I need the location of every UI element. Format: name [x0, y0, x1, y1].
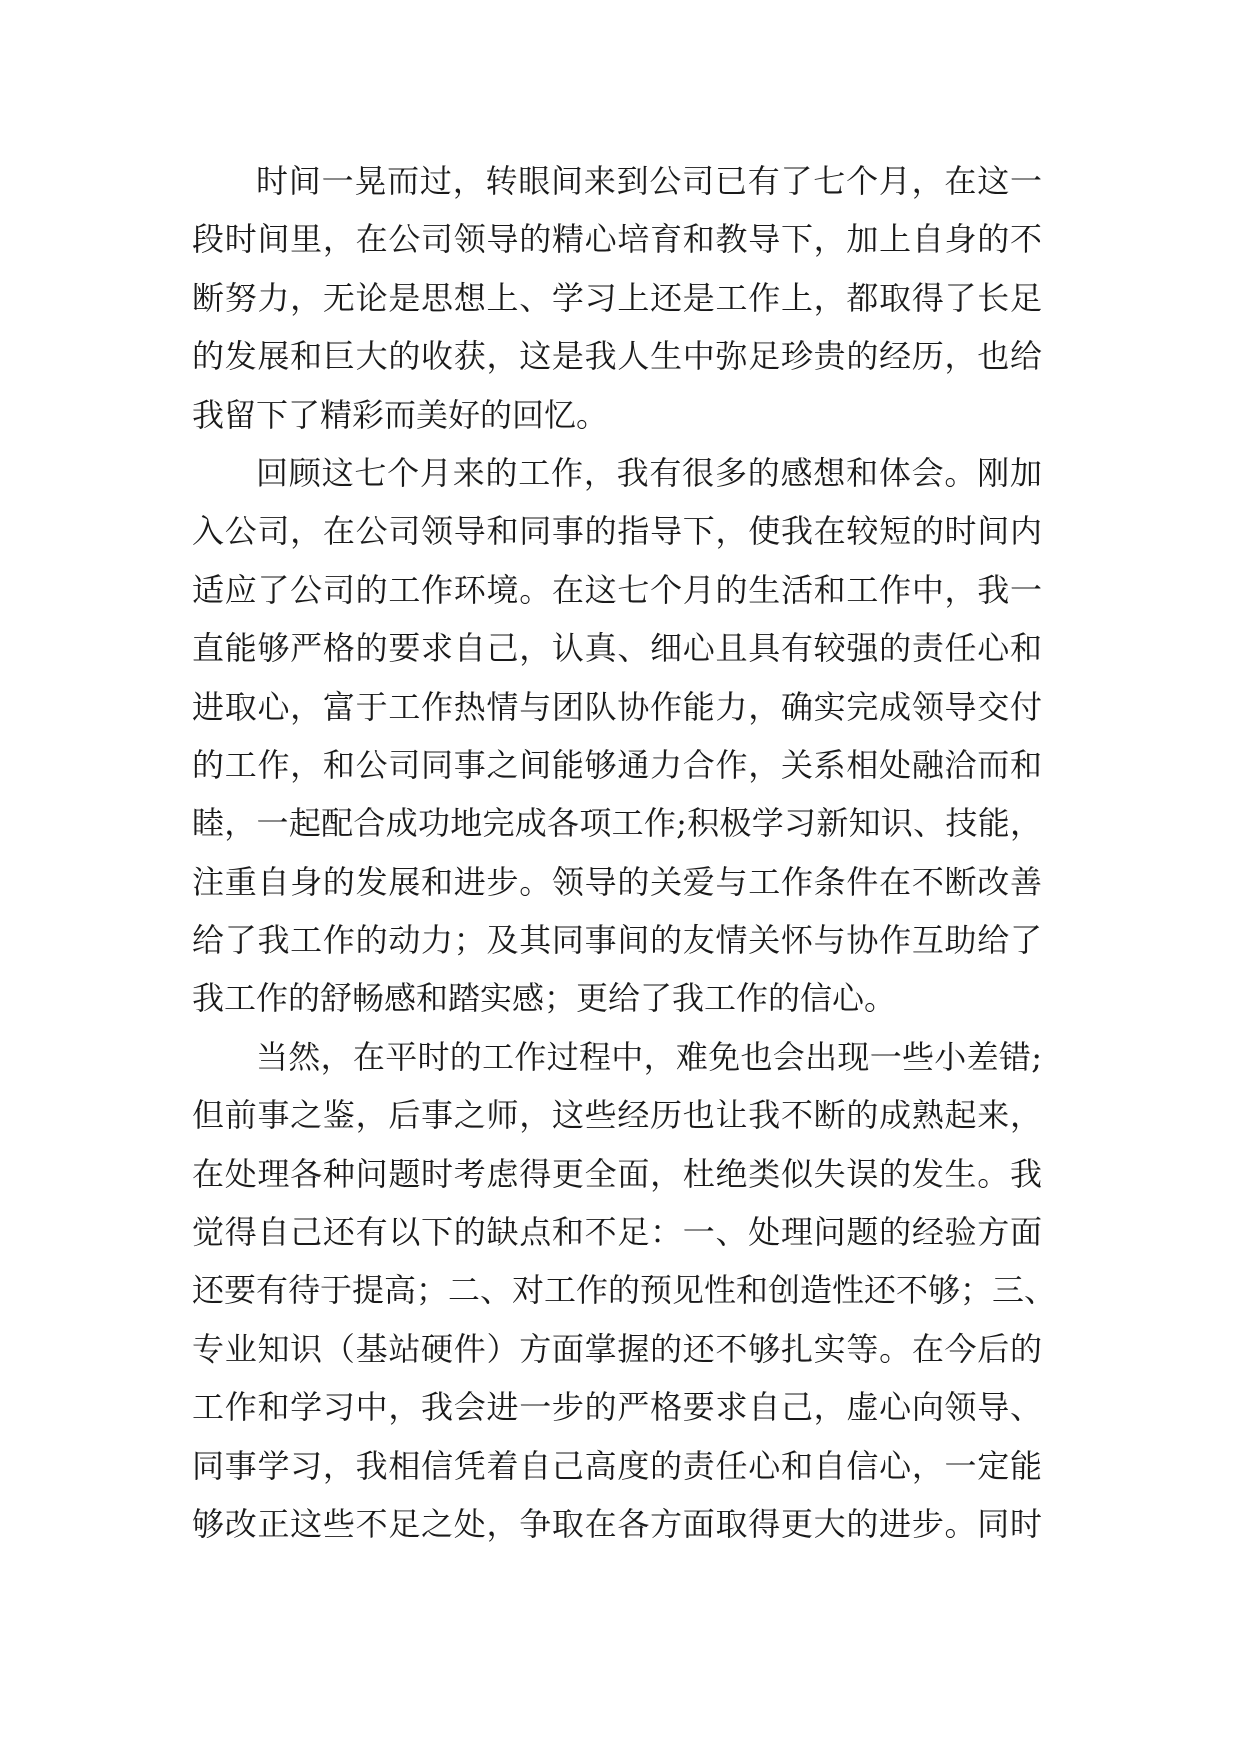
paragraph-3-line-4: 觉得自己还有以下的缺点和不足：一、处理问题的经验方面 — [192, 1213, 1042, 1252]
paragraph-3-line-2: 但前事之鉴，后事之师，这些经历也让我不断的成熟起来， — [192, 1096, 1042, 1135]
paragraph-2-line-5: 进取心，富于工作热情与团队协作能力，确实完成领导交付 — [192, 687, 1042, 726]
body-text — [192, 152, 1057, 1553]
paragraph-2-line-10: 我工作的舒畅感和踏实感；更给了我工作的信心。 — [192, 979, 897, 1018]
paragraph-3-line-9: 够改正这些不足之处，争取在各方面取得更大的进步。同时 — [192, 1504, 1042, 1543]
paragraph-2-line-6: 的工作，和公司同事之间能够通力合作，关系相处融洽而和 — [192, 745, 1042, 784]
paragraph-1-line-3: 断努力，无论是思想上、学习上还是工作上，都取得了长足 — [192, 278, 1042, 317]
paragraph-2-line-4: 直能够严格的要求自己，认真、细心且具有较强的责任心和 — [192, 629, 1042, 668]
paragraph-2-line-1: 回顾这七个月来的工作，我有很多的感想和体会。刚加 — [256, 453, 1042, 492]
paragraph-1-line-2: 段时间里，在公司领导的精心培育和教导下，加上自身的不 — [192, 220, 1042, 259]
paragraph-3-line-1: 当然，在平时的工作过程中，难免也会出现一些小差错; — [256, 1037, 1042, 1076]
paragraph-3-line-8: 同事学习，我相信凭着自己高度的责任心和自信心，一定能 — [192, 1446, 1042, 1485]
paragraph-1-line-1: 时间一晃而过，转眼间来到公司已有了七个月，在这一 — [256, 162, 1042, 200]
paragraph-1-line-5: 我留下了精彩而美好的回忆。 — [192, 395, 609, 434]
paragraph-3-line-6: 专业知识（基站硬件）方面掌握的还不够扎实等。在今后的 — [192, 1329, 1042, 1368]
paragraph-3-line-5: 还要有待于提高；二、对工作的预见性和创造性还不够；三、 — [192, 1271, 1057, 1310]
paragraph-1-line-4: 的发展和巨大的收获，这是我人生中弥足珍贵的经历，也给 — [192, 337, 1042, 376]
paragraph-2-line-8: 注重自身的发展和进步。领导的关爱与工作条件在不断改善 — [192, 862, 1042, 901]
paragraph-2-line-3: 适应了公司的工作环境。在这七个月的生活和工作中，我一 — [192, 570, 1042, 609]
paragraph-2-line-2: 入公司，在公司领导和同事的指导下，使我在较短的时间内 — [192, 512, 1042, 551]
paragraph-2-line-7: 睦，一起配合成功地完成各项工作;积极学习新知识、技能， — [192, 804, 1042, 843]
paragraph-2-line-9: 给了我工作的动力；及其同事间的友情关怀与协作互助给了 — [192, 921, 1042, 960]
paragraph-3-line-3: 在处理各种问题时考虑得更全面，杜绝类似失误的发生。我 — [192, 1154, 1042, 1193]
paragraph-3-line-7: 工作和学习中，我会进一步的严格要求自己，虚心向领导、 — [192, 1388, 1042, 1427]
